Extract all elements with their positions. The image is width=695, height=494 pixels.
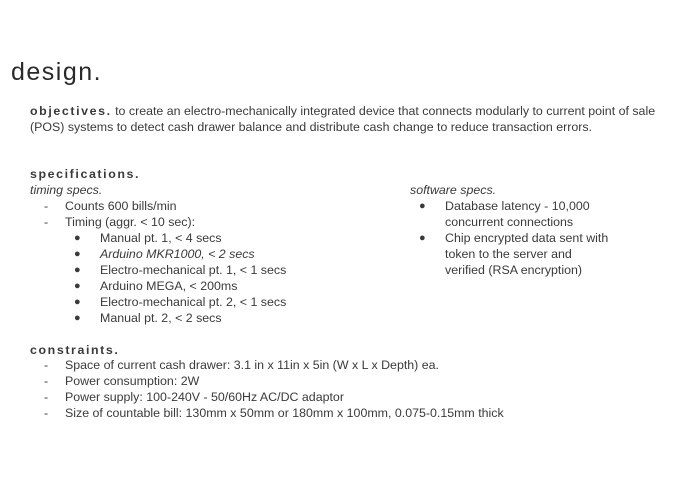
list-item — [30, 294, 286, 310]
bullet-icon: ● — [74, 248, 81, 260]
software-specs-title: software specs. — [410, 183, 497, 197]
objectives-heading: objectives. — [30, 104, 112, 118]
dash-marker: - — [44, 215, 49, 229]
bullet-icon: ● — [419, 232, 426, 244]
dash-marker: - — [44, 199, 49, 213]
software-item-line: verified (RSA encryption) — [445, 263, 583, 277]
list-item — [30, 278, 286, 294]
software-item-line: Database latency - 10,000 — [445, 199, 590, 213]
list-item — [30, 262, 286, 278]
constraint-text: Power supply: 100-240V - 50/60Hz AC/DC adaptor — [65, 390, 344, 404]
bullet-icon: ● — [74, 312, 81, 324]
dash-marker: - — [44, 358, 49, 372]
list-item — [410, 198, 660, 230]
bullet-icon: ● — [74, 280, 81, 292]
objectives-section — [30, 103, 670, 135]
timing-specs-title: timing specs. — [30, 183, 103, 197]
dash-marker: - — [44, 374, 49, 388]
list-item — [30, 310, 286, 326]
dash-marker: - — [44, 390, 49, 404]
list-item — [30, 405, 504, 421]
timing-sub-item: Manual pt. 1, < 4 secs — [100, 231, 222, 245]
list-item — [410, 230, 660, 278]
constraints-list — [30, 357, 504, 421]
list-item — [30, 357, 504, 373]
timing-item-text: Counts 600 bills/min — [65, 199, 177, 213]
constraint-text: Space of current cash drawer: 3.1 in x 11in x 5in (W x L x Depth) ea. — [65, 358, 439, 372]
bullet-icon: ● — [74, 264, 81, 276]
software-item-line: concurrent connections — [445, 215, 574, 229]
list-item — [30, 373, 504, 389]
constraint-text: Power consumption: 2W — [65, 374, 200, 388]
list-item — [30, 230, 286, 246]
list-item — [30, 246, 286, 262]
page-title: design. — [11, 58, 103, 86]
software-item-line: token to the server and — [445, 247, 572, 261]
timing-sub-item: Electro-mechanical pt. 1, < 1 secs — [100, 263, 287, 277]
software-specs-list — [410, 198, 660, 278]
timing-breakdown-list — [30, 230, 286, 326]
list-item — [30, 214, 195, 230]
timing-specs-list — [30, 198, 195, 230]
timing-sub-item: Arduino MKR1000, < 2 secs — [100, 247, 255, 261]
bullet-icon: ● — [419, 200, 426, 212]
list-item — [30, 198, 195, 214]
constraint-text: Size of countable bill: 130mm x 50mm or 180mm x 100mm, 0.075-0.15mm thick — [65, 406, 504, 420]
bullet-icon: ● — [74, 232, 81, 244]
list-item — [30, 389, 504, 405]
objectives-text: to create an electro-mechanically integrated device that connects modularly to current point of sale (POS) systems to detect cash drawer balance and distribute cash change to reduce transaction errors. — [30, 104, 656, 134]
bullet-icon: ● — [74, 296, 81, 308]
constraints-heading: constraints. — [30, 343, 120, 357]
timing-sub-item: Electro-mechanical pt. 2, < 1 secs — [100, 295, 287, 309]
timing-sub-item: Arduino MEGA, < 200ms — [100, 279, 238, 293]
timing-sub-item: Manual pt. 2, < 2 secs — [100, 311, 222, 325]
timing-item-text: Timing (aggr. < 10 sec): — [65, 215, 196, 229]
software-item-line: Chip encrypted data sent with — [445, 231, 609, 245]
dash-marker: - — [44, 406, 49, 420]
specifications-heading: specifications. — [30, 167, 141, 181]
